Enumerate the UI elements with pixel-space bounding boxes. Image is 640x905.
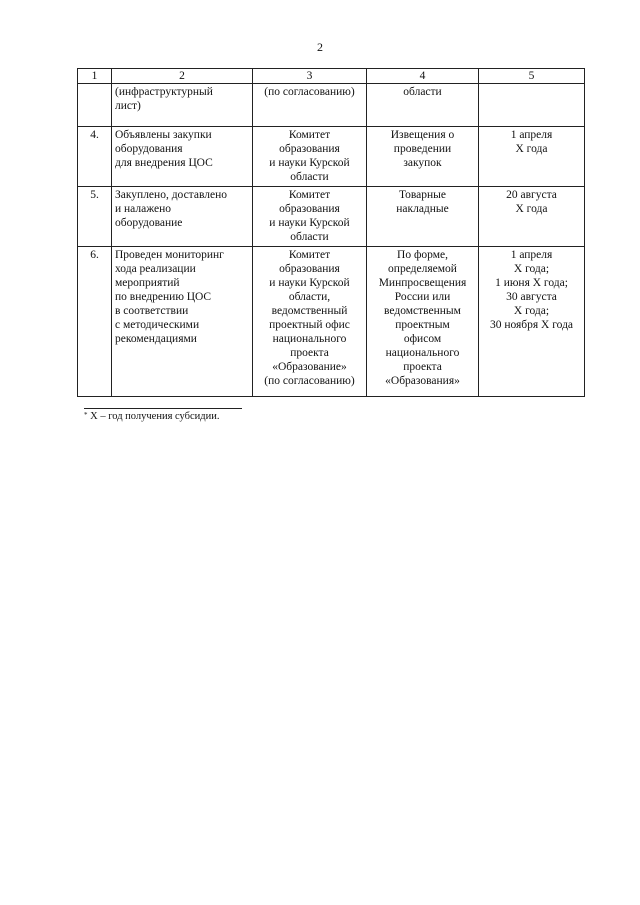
row-number-cell: 5. — [78, 187, 112, 247]
column-header-3: 3 — [253, 69, 367, 84]
responsible-cell: (по согласованию) — [253, 84, 367, 127]
table-header-row — [78, 69, 585, 84]
event-cell: Объявлены закупки оборудования для внедрения ЦОС — [112, 127, 253, 187]
document-cell: области — [367, 84, 479, 127]
column-header-4: 4 — [367, 69, 479, 84]
responsible-cell: Комитет образования и науки Курской области — [253, 127, 367, 187]
responsible-cell: Комитет образования и науки Курской области, ведомственный проектный офис национального проекта «Образование» (по согласованию) — [253, 247, 367, 397]
column-header-5: 5 — [479, 69, 585, 84]
footnote-text: X – год получения субсидии. — [90, 411, 220, 422]
row-number-cell: 4. — [78, 127, 112, 187]
measures-table — [77, 68, 585, 397]
deadline-cell: 1 апреля X года — [479, 127, 585, 187]
table-row — [78, 84, 585, 127]
responsible-cell: Комитет образования и науки Курской области — [253, 187, 367, 247]
column-header-2: 2 — [112, 69, 253, 84]
event-cell: (инфраструктурный лист) — [112, 84, 253, 127]
table-row — [78, 247, 585, 397]
event-cell: Проведен мониторинг хода реализации мероприятий по внедрению ЦОС в соответствии с методическими рекомендациями — [112, 247, 253, 397]
document-cell: По форме, определяемой Минпросвещения России или ведомственным проектным офисом национального проекта «Образования» — [367, 247, 479, 397]
table-row — [78, 127, 585, 187]
column-header-1: 1 — [78, 69, 112, 84]
footnote-divider — [84, 408, 242, 409]
footnote-marker: * — [84, 411, 88, 419]
footnote — [84, 410, 219, 423]
row-number-cell: 6. — [78, 247, 112, 397]
row-number-cell — [78, 84, 112, 127]
table-row — [78, 187, 585, 247]
event-cell: Закуплено, доставлено и налажено оборудование — [112, 187, 253, 247]
deadline-cell: 1 апреля X года; 1 июня X года; 30 августа X года; 30 ноября X года — [479, 247, 585, 397]
document-cell: Товарные накладные — [367, 187, 479, 247]
deadline-cell: 20 августа X года — [479, 187, 585, 247]
deadline-cell — [479, 84, 585, 127]
page-number: 2 — [317, 40, 323, 54]
document-cell: Извещения о проведении закупок — [367, 127, 479, 187]
